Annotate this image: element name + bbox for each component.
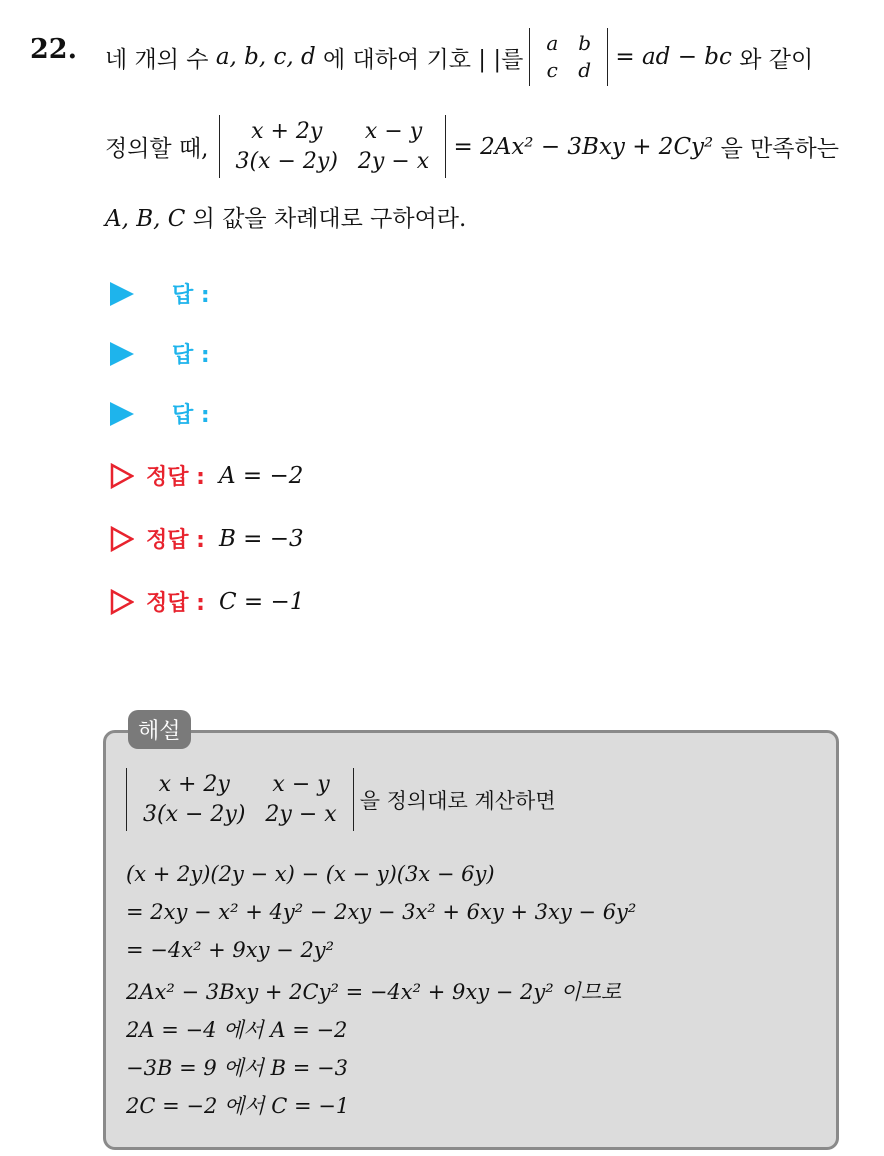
correct-answer-3 xyxy=(110,586,304,617)
def-b: b xyxy=(578,31,592,55)
s-21: 3(x − 2y) xyxy=(143,801,246,827)
answer-label: 답 : xyxy=(172,343,210,368)
question-determinant xyxy=(219,115,447,178)
solution-line: 2C = −2 에서 C = −1 xyxy=(126,1094,350,1118)
solution-tag: 해설 xyxy=(128,710,191,749)
correct-value: C = −1 xyxy=(218,588,305,615)
correct-label: 정답 : xyxy=(146,528,205,553)
solution-intro-text: 을 정의대로 계산하면 xyxy=(359,788,556,813)
def-c: c xyxy=(546,58,558,82)
def-determinant xyxy=(529,28,608,86)
def-rhs: = ad − bc xyxy=(615,44,732,70)
triangle-outline-icon xyxy=(110,589,134,615)
correct-label: 정답 : xyxy=(146,591,205,616)
q-line3-text: 의 값을 차례대로 구하여라. xyxy=(192,206,467,232)
solution-line: (x + 2y)(2y − x) − (x − y)(3x − 6y) xyxy=(126,862,495,886)
m-22: 2y − x xyxy=(357,148,430,174)
correct-answer-2 xyxy=(110,523,304,554)
triangle-right-icon xyxy=(110,342,134,366)
solution-determinant xyxy=(126,768,354,831)
correct-value: B = −3 xyxy=(218,525,304,552)
q-line2-rhs: = 2Ax² − 3Bxy + 2Cy² xyxy=(453,133,714,160)
s-12: x − y xyxy=(272,772,330,797)
answer-label: 답 : xyxy=(172,403,210,428)
answer-row-2 xyxy=(110,338,210,369)
q-line3-vars: A, B, C xyxy=(105,206,186,232)
question-line-2 xyxy=(105,115,839,178)
def-d: d xyxy=(578,58,592,82)
triangle-outline-icon xyxy=(110,463,134,489)
answer-row-3 xyxy=(110,398,210,429)
m-12: x − y xyxy=(364,119,423,144)
question-line-3 xyxy=(105,200,466,233)
m-21: 3(x − 2y) xyxy=(235,148,338,174)
correct-answer-1 xyxy=(110,460,303,491)
q-line1-suffix: 와 같이 xyxy=(739,46,814,73)
solution-line: −3B = 9 에서 B = −3 xyxy=(126,1056,348,1080)
answer-label: 답 : xyxy=(172,283,210,308)
question-number: 22. xyxy=(30,34,77,65)
m-11: x + 2y xyxy=(251,119,323,144)
q-line1-mid: 에 대하여 기호 | |를 xyxy=(323,46,524,73)
s-22: 2y − x xyxy=(265,801,337,827)
q-line1-prefix: 네 개의 수 xyxy=(105,46,209,73)
answer-row-1 xyxy=(110,278,210,309)
correct-value: A = −2 xyxy=(218,462,304,489)
solution-line: = −4x² + 9xy − 2y² xyxy=(126,938,335,962)
triangle-right-icon xyxy=(110,402,134,426)
solution-intro xyxy=(126,768,556,831)
q-line2-prefix: 정의할 때, xyxy=(105,136,209,163)
triangle-outline-icon xyxy=(110,526,134,552)
def-a: a xyxy=(546,31,559,55)
correct-label: 정답 : xyxy=(146,465,205,490)
s-11: x + 2y xyxy=(158,772,230,797)
solution-line: 2Ax² − 3Bxy + 2Cy² = −4x² + 9xy − 2y² 이므로 xyxy=(126,980,622,1004)
q-vars: a, b, c, d xyxy=(215,44,316,70)
solution-line: = 2xy − x² + 4y² − 2xy − 3x² + 6xy + 3xy − 6y² xyxy=(126,900,637,924)
solution-line: 2A = −4 에서 A = −2 xyxy=(126,1018,348,1042)
triangle-right-icon xyxy=(110,282,134,306)
q-line2-suffix: 을 만족하는 xyxy=(720,136,839,163)
question-line-1 xyxy=(105,28,813,86)
